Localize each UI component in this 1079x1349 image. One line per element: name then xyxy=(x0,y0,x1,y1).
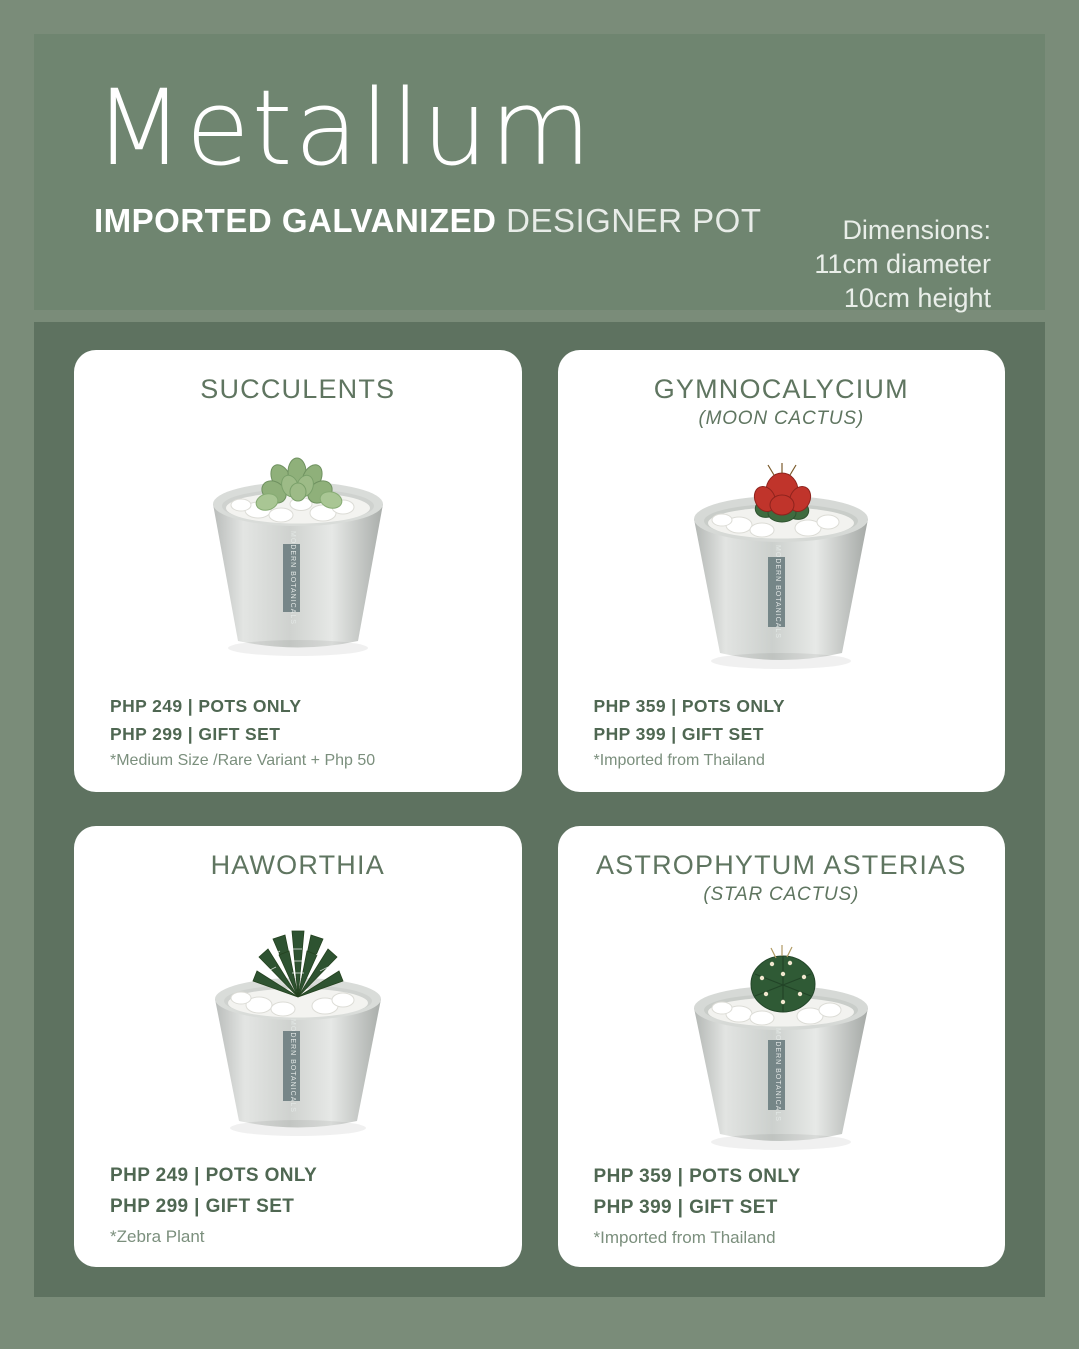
products-grid xyxy=(74,350,1005,1267)
card-subtitle: (STAR CACTUS) xyxy=(703,883,860,905)
price-block xyxy=(96,1165,500,1249)
dimensions-height: 10cm height xyxy=(843,282,991,313)
products-panel xyxy=(34,322,1045,1297)
dimensions-diameter: 11cm diameter xyxy=(814,248,991,279)
svg-text:MODERN BOTANICALS: MODERN BOTANICALS xyxy=(288,531,296,626)
card-subtitle: (MOON CACTUS) xyxy=(698,408,865,429)
card-title: HAWORTHIA xyxy=(210,849,385,880)
svg-text:MODERN BOTANICALS: MODERN BOTANICALS xyxy=(774,1027,782,1122)
svg-text:MODERN BOTANICALS: MODERN BOTANICALS xyxy=(288,1018,296,1113)
product-image-succulent xyxy=(96,411,500,692)
product-note: *Medium Size /Rare Variant + Php 50 xyxy=(110,751,376,769)
price-pots-only: PHP 359 | POTS ONLY xyxy=(593,1165,801,1187)
product-image-haworthia xyxy=(96,887,500,1162)
price-block xyxy=(580,696,984,774)
dimensions-label: Dimensions: xyxy=(842,215,991,245)
product-card-succulents[interactable] xyxy=(74,350,522,792)
product-card-astrophytum-asterias[interactable] xyxy=(558,826,1006,1268)
card-title: SUCCULENTS xyxy=(200,374,396,404)
price-pots-only: PHP 359 | POTS ONLY xyxy=(593,695,785,716)
brand-subtitle-bold: IMPORTED GALVANIZED xyxy=(94,202,497,239)
card-title: ASTROPHYTUM ASTERIAS xyxy=(595,849,967,880)
price-block xyxy=(96,696,500,774)
price-gift-set: PHP 299 | GIFT SET xyxy=(110,1196,295,1217)
product-note: *Imported from Thailand xyxy=(593,751,765,769)
brand-title: Metallum xyxy=(94,67,594,189)
product-image-moon-cactus xyxy=(580,436,984,692)
price-block xyxy=(580,1166,984,1250)
price-gift-set: PHP 299 | GIFT SET xyxy=(110,723,281,744)
product-card-haworthia[interactable] xyxy=(74,826,522,1268)
price-gift-set: PHP 399 | GIFT SET xyxy=(593,1196,778,1218)
product-image-star-cactus xyxy=(580,912,984,1162)
dimensions-block xyxy=(814,214,991,315)
poster-header xyxy=(34,34,1045,313)
card-title: GYMNOCALYCIUM xyxy=(653,374,909,404)
price-pots-only: PHP 249 | POTS ONLY xyxy=(110,1165,318,1186)
svg-text:MODERN BOTANICALS: MODERN BOTANICALS xyxy=(774,544,782,639)
product-note: *Zebra Plant xyxy=(110,1227,205,1246)
price-pots-only: PHP 249 | POTS ONLY xyxy=(110,695,302,716)
price-gift-set: PHP 399 | GIFT SET xyxy=(593,723,764,744)
product-card-gymnocalycium[interactable] xyxy=(558,350,1006,792)
product-note: *Imported from Thailand xyxy=(593,1227,776,1247)
brand-subtitle-light: DESIGNER POT xyxy=(496,202,762,239)
